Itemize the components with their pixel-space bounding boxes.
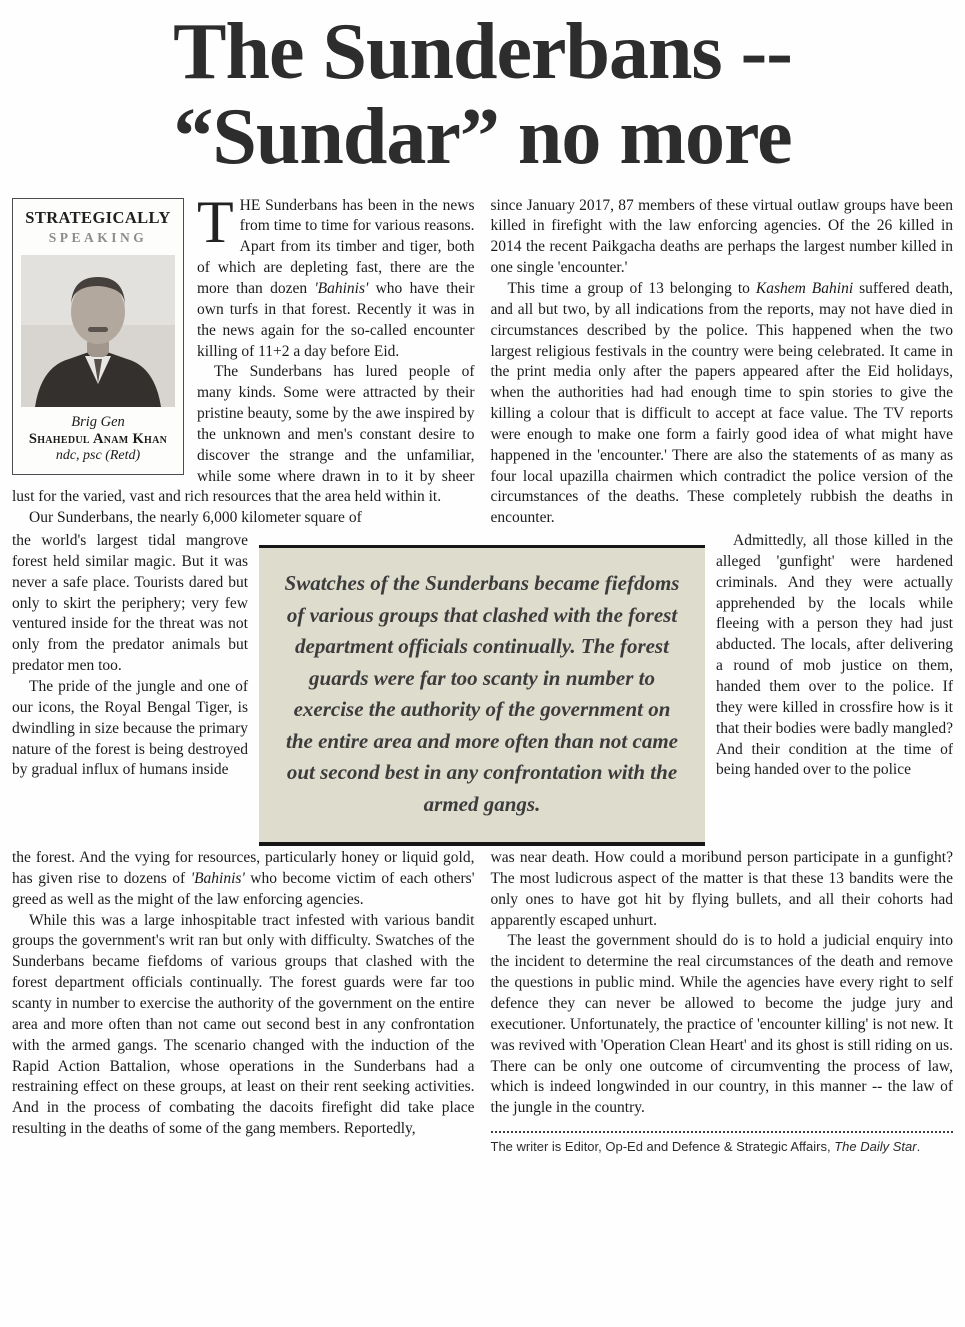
italic-text-run: Kashem Bahini: [755, 279, 854, 297]
article-text-right-top: [491, 196, 954, 530]
text-run: Our Sunderbans, the nearly 6,000 kilometer square of: [29, 509, 362, 527]
text-run: the world's largest tidal mangrove forest held similar magic. But it was never a safe place. Tourists dared but only to skirt the periphery; very few ventured inside for the threat was not only from the predator animals but predator men too.: [12, 532, 248, 675]
author-name: Shahedul Anam Khan: [28, 430, 168, 447]
author-portrait-photo: [21, 255, 175, 407]
drop-cap: T: [197, 188, 234, 255]
column-kicker-speaking: SPEAKING: [48, 229, 148, 245]
text-run: The pride of the jungle and one of our icons, the Royal Bengal Tiger, is dwindling in size because the primary nature of the forest is being destroyed by gradual influx of humans inside: [12, 678, 248, 779]
article-paragraph: [12, 848, 475, 911]
writer-credit: [491, 1139, 954, 1156]
body-bottom-band: [12, 848, 953, 1156]
article-text-left-bottom: [12, 848, 475, 1156]
left-column-top: [12, 188, 475, 530]
column-kicker-strategically: STRATEGICALLY: [25, 207, 171, 227]
article-paragraph: [491, 848, 954, 931]
text-run: was near death. How could a moribund person participate in a gunfight? The most ludicrous aspect of the matter is that these 13 bandits were the only ones to have got hit by flying bullets, and all their cohorts had apparently escaped unhurt.: [490, 849, 953, 929]
text-run: .: [916, 1139, 921, 1155]
text-run: Admittedly, all those killed in the alleged 'gunfight' were hardened criminals. And they were actually apprehended by the locals while fleeing with a person they had just abducted. The locals, after delivering a round of mob justice on them, handed them over to the police. If they were killed in crossfire how is it that their bodies were badly mangled? And their condition at the time of being handed over to the police: [716, 532, 953, 779]
credit-divider: [491, 1131, 954, 1133]
article-paragraph: [491, 279, 954, 529]
article-paragraph: [12, 911, 475, 1140]
article-text-right-middle: [716, 531, 953, 846]
body-middle-band: [12, 531, 953, 846]
italic-text-run: 'Bahinis': [314, 279, 369, 297]
text-run: While this was a large inhospitable tract infested with various bandit groups the government's writ ran but only with difficulty. Swatches of the Sunderbans became fiefdoms of various groups that clashed with the forest department officials continually. The forest guards were far too scanty in number to exercise the authority of the government on the entire area and more often than not came out second best in any confrontation with the armed gangs. The scenario changed with the induction of the Rapid Action Battalion, whose operations in the Sunderbans had a restraining effect on these groups, at least on their rent seeking activities. And in the process of combating the dacoits firefight did take place resulting in the deaths of some of the gang members. Reportedly,: [12, 911, 475, 1138]
right-column-bottom: [491, 848, 954, 1156]
headline-line-2: “Sundar” no more: [173, 92, 792, 181]
pull-quote: Swatches of the Sunderbans became fiefdoms of various groups that clashed with the forest department officials continually. The forest guards were far too scanty in number to exercise the authority of the government on the entire area and more often than not came out second best in any confrontation with the armed gangs.: [259, 545, 705, 846]
text-run: The least the government should do is to hold a judicial enquiry into the incident to determine the real circumstances of the death and remove the questions in public mind. While the agencies have every right to self defence they can never be allowed to become the judge jury and executioner. Unfortunately, the practice of 'encounter killing' is not new. It was revived with 'Operation Clean Heart' and its ghost is still riding on us. There can be only one outcome of circumventing the process of law, which is indeed longwinded in our country, in this manner -- the law of the jungle in the country.: [490, 932, 953, 1117]
italic-text-run: The Daily Star: [834, 1139, 917, 1155]
text-run: The writer is Editor, Op-Ed and Defence & Strategic Affairs,: [490, 1139, 835, 1155]
article-paragraph: [491, 931, 954, 1119]
article-paragraph: [12, 531, 248, 677]
article-paragraph: [12, 677, 248, 781]
text-run: since January 2017, 87 members of these virtual outlaw groups have been killed in firefight with the law enforcing agencies. Of the 26 killed in 2014 the recent Paikgacha deaths are perhaps the largest number killed in one single 'encounter.': [490, 196, 953, 277]
text-run: who have their own turfs in that forest. Recently it was in the news again for the so-called encounter killing of 11+2 a day before Eid.: [197, 279, 475, 360]
text-run: who become victim of each others' greed as well as the might of the law enforcing agencies.: [12, 869, 475, 908]
portrait-silhouette-icon: [21, 255, 175, 407]
article-paragraph: [716, 531, 953, 781]
author-rank: Brig Gen: [71, 413, 125, 430]
article-paragraph: [12, 508, 475, 529]
italic-text-run: 'Bahinis': [190, 869, 245, 887]
author-box: [12, 198, 184, 475]
text-run: This time a group of 13 belonging to: [507, 279, 756, 297]
text-run: the forest. And the vying for resources, particularly honey or liquid gold, has given rise to dozens of: [12, 849, 475, 887]
text-run: suffered death, and all but two, by all indications from the reports, may not have died in circumstances described by the police. This happened when the two largest religious festivals in the country were being celebrated. It came in the print media only after the papers appeared after the Eid holidays, when the authorities had had enough time to spin stories to give the killing a colour that is difficult to accept at face value. The TV reports were enough to make one form a fairly good idea of what might have happened in the 'encounter.' There are also the statements of as many as four local upazilla chairmen which contradict the police version of the circumstances of the deaths. These completely rubbish the deaths in encounter.: [490, 279, 954, 527]
article-text-left-middle: [12, 531, 248, 846]
text-run: HE Sunderbans has been in the news from time to time for various reasons. Apart from its timber and tiger, both of which are depleting fast, there are the more than dozen: [197, 196, 475, 297]
article-text-right-bottom: [491, 848, 954, 1119]
author-credentials: ndc, psc (Retd): [55, 447, 141, 463]
headline: [12, 10, 953, 180]
headline-line-1: The Sunderbans --: [173, 8, 792, 96]
body-top-band: [12, 188, 954, 530]
text-run: The Sunderbans has lured people of many kinds. Some were attracted by their pristine beauty, some by the awe inspired by the unknown and men's constant desire to discover the strange and the unfamiliar, while some where drawn in to it by sheer lust for the varied, vast and rich resources that the area held within it.: [12, 363, 475, 506]
article-paragraph: [491, 196, 954, 279]
article-paragraph: [491, 1139, 954, 1156]
